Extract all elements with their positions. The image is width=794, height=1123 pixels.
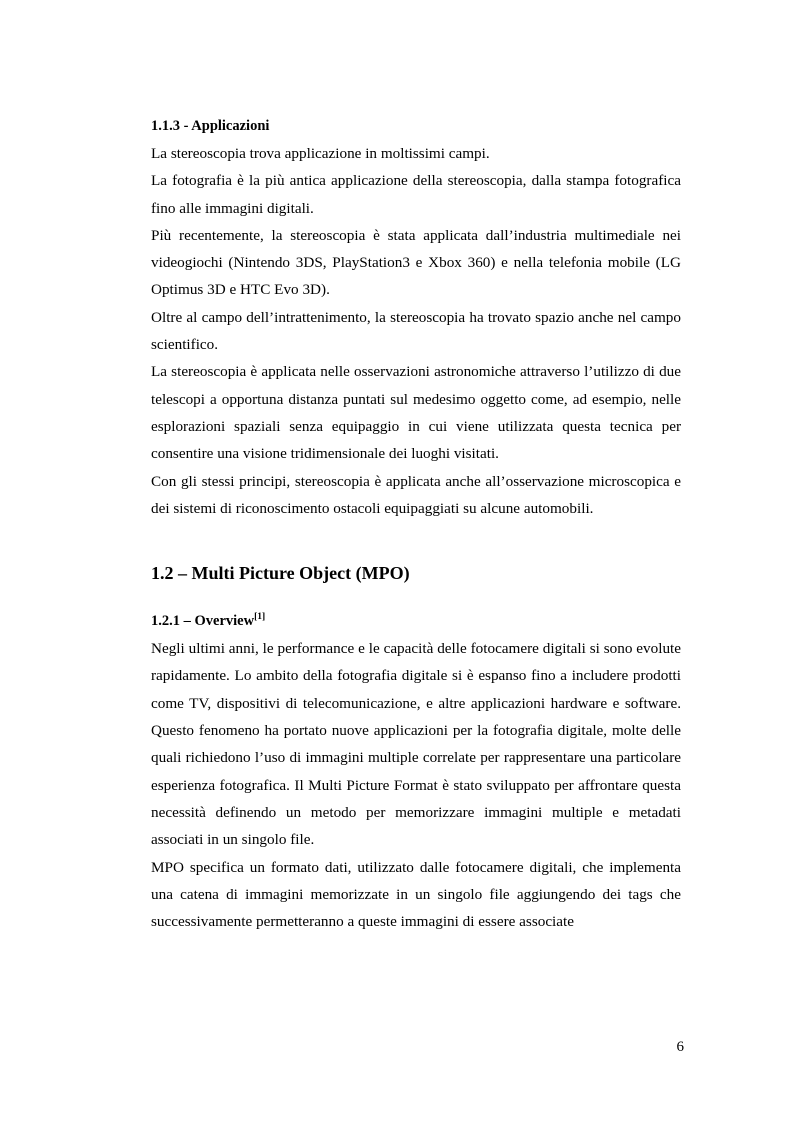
document-page: [151, 113, 681, 935]
paragraph-applicazioni-4: Oltre al campo dell’intrattenimento, la stereoscopia ha trovato spazio anche nel campo scientifico.: [151, 308, 681, 354]
paragraph-applicazioni-5: La stereoscopia è applicata nelle osservazioni astronomiche attraverso l’utilizzo di due telescopi a opportuna distanza puntati sul medesimo oggetto come, ad esempio, nelle esplorazioni spaziali senza equipaggio in cui viene utilizzata questa tecnica per consentire una visione tridimensionale dei luoghi visitati.: [151, 363, 681, 463]
paragraph-applicazioni-6: Con gli stessi principi, stereoscopia è applicata anche all’osservazione microscopica e dei sistemi di riconoscimento ostacoli equipaggiati su alcune automobili.: [151, 472, 681, 517]
section-heading-overview: [151, 608, 681, 635]
page-number: 6: [676, 1039, 684, 1055]
section-spacer: [151, 588, 681, 608]
overview-heading-text: 1.2.1 – Overview: [151, 613, 255, 630]
citation-reference: [1]: [254, 612, 266, 623]
section-heading-applicazioni: 1.1.3 - Applicazioni: [151, 118, 270, 134]
paragraph-overview-2: MPO specifica un formato dati, utilizzato dalle fotocamere digitali, che implementa una catena di immagini memorizzate in un singolo file aggiungendo dei tags che successivamente permetteranno a queste immagini di essere associate: [151, 858, 681, 931]
paragraph-overview-1: Negli ultimi anni, le performance e le capacità delle fotocamere digitali si sono evolute rapidamente. Lo ambito della fotografia digitale si è espanso fino a includere prodotti come TV, dispositivi di telecomunicazione, e altre applicazioni hardware e software. Questo fenomeno ha portato nuove applicazioni per la fotografia digitale, molte delle quali richiedono l’uso di immagini multiple correlate per rappresentare una particolare esperienza fotografica. Il Multi Picture Format è stato sviluppato per affrontare questa necessità definendo un metodo per memorizzare immagini multiple e metadati associati in un singolo file.: [151, 640, 681, 849]
paragraph-applicazioni-3: Più recentemente, la stereoscopia è stata applicata dall’industria multimediale nei videogiochi (Nintendo 3DS, PlayStation3 e Xbox 360) e nella telefonia mobile (LG Optimus 3D e HTC Evo 3D).: [151, 226, 681, 299]
section-spacer: [151, 522, 681, 558]
paragraph-applicazioni-2: La fotografia è la più antica applicazione della stereoscopia, dalla stampa fotografica fino alle immagini digitali.: [151, 172, 681, 217]
chapter-heading-mpo: 1.2 – Multi Picture Object (MPO): [151, 563, 410, 584]
paragraph-applicazioni-1: La stereoscopia trova applicazione in moltissimi campi.: [151, 145, 490, 162]
